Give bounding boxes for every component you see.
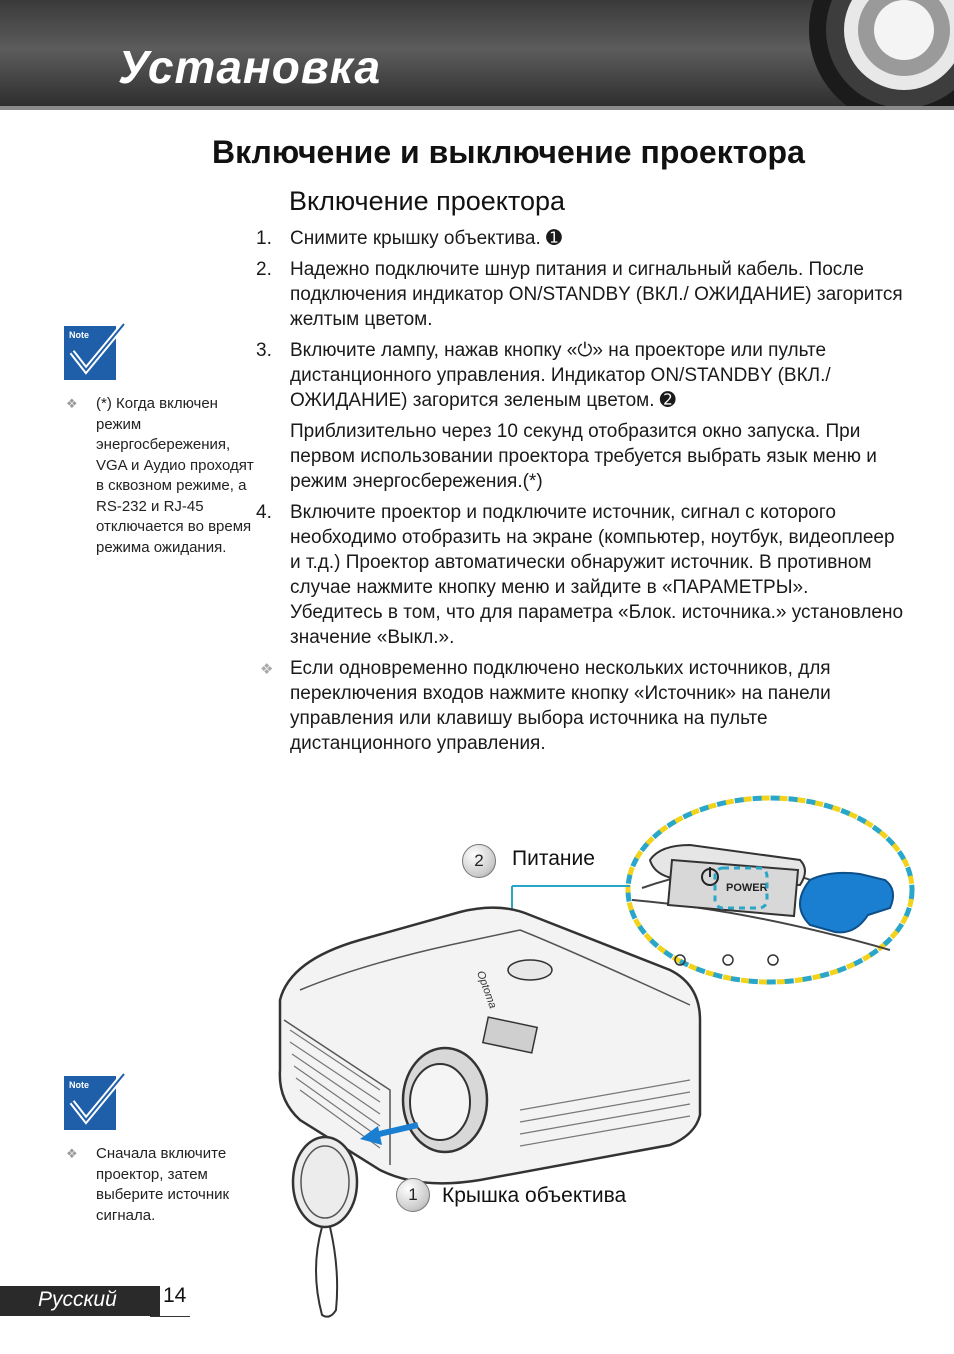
lens-decoration-icon bbox=[794, 0, 954, 110]
callout-1-number: 1 bbox=[396, 1178, 430, 1212]
section-title: Включение и выключение проектора bbox=[212, 134, 805, 170]
brand-logo: Optoma bbox=[474, 969, 499, 1011]
step-text: Снимите крышку объектива. ➊ bbox=[290, 228, 562, 249]
note-label: Note bbox=[69, 330, 89, 340]
note-box-2 bbox=[64, 1072, 254, 1226]
note-body: (*) Когда включен режим энергосбережения, VGA и Аудио проходят в сквозном режиме, а RS-232 и RJ-45 отключается во время режима ожидания. bbox=[96, 395, 254, 556]
step-number: 1. bbox=[256, 228, 272, 249]
footer-language: Русский bbox=[38, 1288, 117, 1311]
chapter-title: Установка bbox=[118, 41, 382, 93]
projector-figure bbox=[270, 790, 920, 1330]
callout-2-label: Питание bbox=[512, 847, 595, 870]
bullet-text: Если одновременно подключено нескольких источников, для переключения входов нажмите кнопку «Источник» на панели управления или клавишу выбора источника на пульте дистанционного управления. bbox=[290, 658, 831, 754]
note-label: Note bbox=[69, 1080, 89, 1090]
step-text: Включите проектор и подключите источник, сигнал с которого необходимо отобразить на экране (компьютер, ноутбук, видеоплеер и т.д.) Проектор автоматически обнаружит источник. В противном случае нажмите кнопку меню и зайдите в «ПАРАМЕТРЫ». bbox=[290, 502, 895, 598]
power-button-label: POWER bbox=[726, 882, 768, 894]
note-checkmark-icon bbox=[64, 1072, 126, 1134]
header-divider bbox=[0, 106, 954, 110]
step-4 bbox=[256, 500, 906, 650]
step-text: Включите лампу, нажав кнопку «⏻» на проекторе или пульте дистанционного управления. Индикатор ON/STANDBY (ВКЛ./ ОЖИДАНИЕ) загорится зеленым цветом. ➋ bbox=[290, 340, 831, 411]
bullet-diamond-icon: ❖ bbox=[66, 1146, 78, 1161]
callout-1-label: Крышка объектива bbox=[442, 1184, 627, 1207]
step-number: 3. bbox=[256, 340, 272, 361]
step-text: Надежно подключите шнур питания и сигнальный кабель. После подключения индикатор ON/STANDBY (ВКЛ./ ОЖИДАНИЕ) загорится желтым цветом. bbox=[290, 259, 903, 330]
footer-divider bbox=[150, 1316, 190, 1317]
note-checkmark-icon bbox=[64, 322, 126, 384]
step-text-continued: Приблизительно через 10 секунд отобразится окно запуска. При первом использовании проектора требуется выбрать язык меню и режим энергосбережения.(*) bbox=[290, 421, 877, 492]
note-body: Сначала включите проектор, затем выберите источник сигнала. bbox=[96, 1145, 230, 1224]
step-text-continued: Убедитесь в том, что для параметра «Блок. источника.» установлено значение «Выкл.». bbox=[290, 602, 904, 648]
bullet-diamond-icon: ❖ bbox=[260, 661, 274, 678]
lens-cap bbox=[293, 1137, 357, 1227]
projector-body bbox=[280, 908, 700, 1184]
step-1 bbox=[256, 226, 906, 251]
step-3 bbox=[256, 338, 906, 494]
bullet-diamond-icon: ❖ bbox=[66, 396, 78, 411]
note-text-1 bbox=[64, 394, 254, 558]
note-text-2 bbox=[64, 1144, 254, 1226]
chapter-header bbox=[0, 0, 954, 110]
page-number: 14 bbox=[163, 1284, 187, 1307]
steps-list bbox=[256, 226, 906, 762]
bullet-item bbox=[256, 656, 906, 756]
callout-2-number: 2 bbox=[462, 844, 496, 878]
sub-title: Включение проектора bbox=[289, 186, 566, 216]
note-box-1 bbox=[64, 322, 254, 558]
step-number: 4. bbox=[256, 502, 272, 523]
step-2 bbox=[256, 257, 906, 332]
projector-illustration bbox=[270, 790, 920, 1330]
step-number: 2. bbox=[256, 259, 272, 280]
